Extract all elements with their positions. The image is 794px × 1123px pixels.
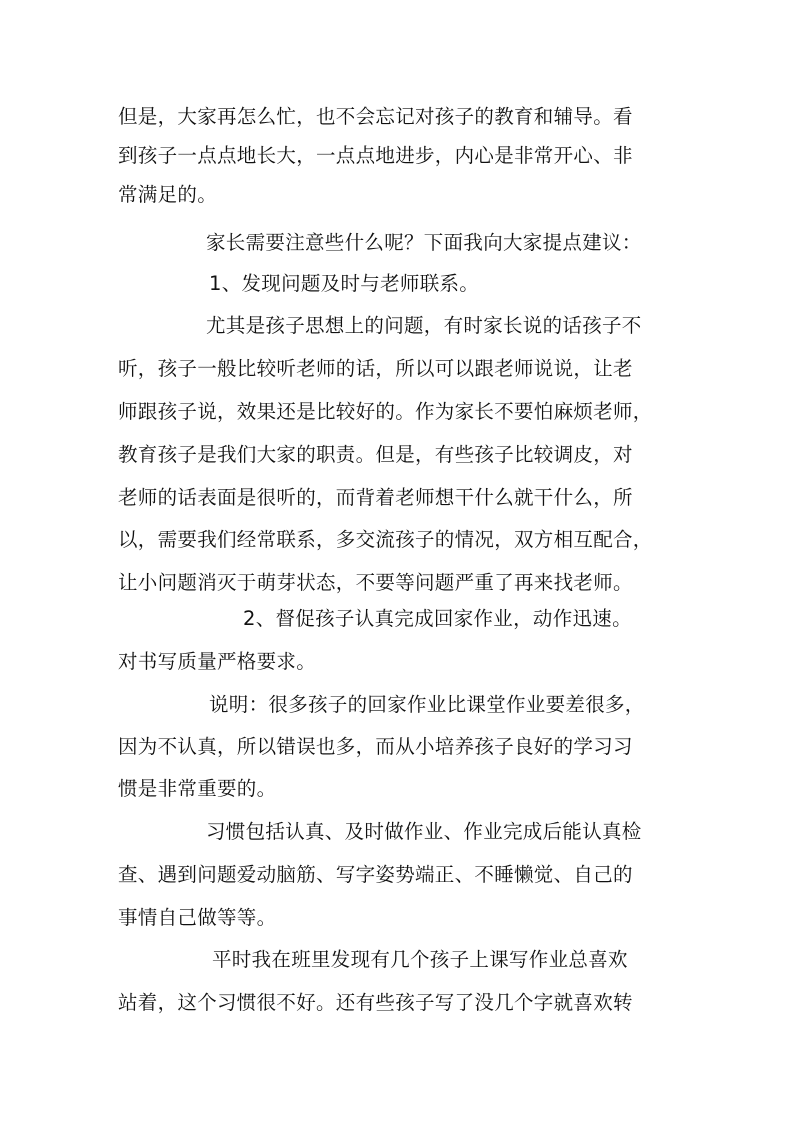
text-line: 听，孩子一般比较听老师的话，所以可以跟老师说说，让老 [118,357,633,380]
list-item-heading: 2、督促孩子认真完成回家作业，动作迅速。 [243,607,632,630]
text-line: 常满足的。 [118,183,218,206]
text-line: 家长需要注意些什么呢？下面我向大家提点建议： [206,231,642,254]
text-line: 站着，这个习惯很不好。还有些孩子写了没几个字就喜欢转 [118,991,633,1014]
text-line: 对书写质量严格要求。 [118,650,317,673]
text-line: 因为不认真，所以错误也多，而从小培养孩子良好的学习习 [118,735,633,758]
text-line: 说明：很多孩子的回家作业比课堂作业要差很多， [209,693,645,716]
text-line: 事情自己做等等。 [118,906,277,929]
text-line: 老师的话表面是很听的，而背着老师想干什么就干什么，所 [118,486,633,509]
text-line: 查、遇到问题爱动脑筋、写字姿势端正、不睡懒觉、自己的 [118,863,633,886]
text-line: 以，需要我们经常联系，多交流孩子的情况，双方相互配合， [118,528,653,551]
text-line: 尤其是孩子思想上的问题，有时家长说的话孩子不 [206,314,642,337]
text-line: 教育孩子是我们大家的职责。但是，有些孩子比较调皮，对 [118,443,633,466]
text-line: 到孩子一点点地长大，一点点地进步，内心是非常开心、非 [118,144,633,167]
list-item-heading: 1、发现问题及时与老师联系。 [209,272,480,295]
text-line: 师跟孩子说，效果还是比较好的。作为家长不要怕麻烦老师， [118,400,653,423]
text-line: 让小问题消灭于萌芽状态，不要等问题严重了再来找老师。 [118,571,633,594]
text-line: 但是，大家再怎么忙，也不会忘记对孩子的教育和辅导。看 [118,105,633,128]
text-line: 平时我在班里发现有几个孩子上课写作业总喜欢 [212,948,628,971]
text-line: 习惯包括认真、及时做作业、作业完成后能认真检 [206,820,642,843]
text-line: 惯是非常重要的。 [118,777,277,800]
